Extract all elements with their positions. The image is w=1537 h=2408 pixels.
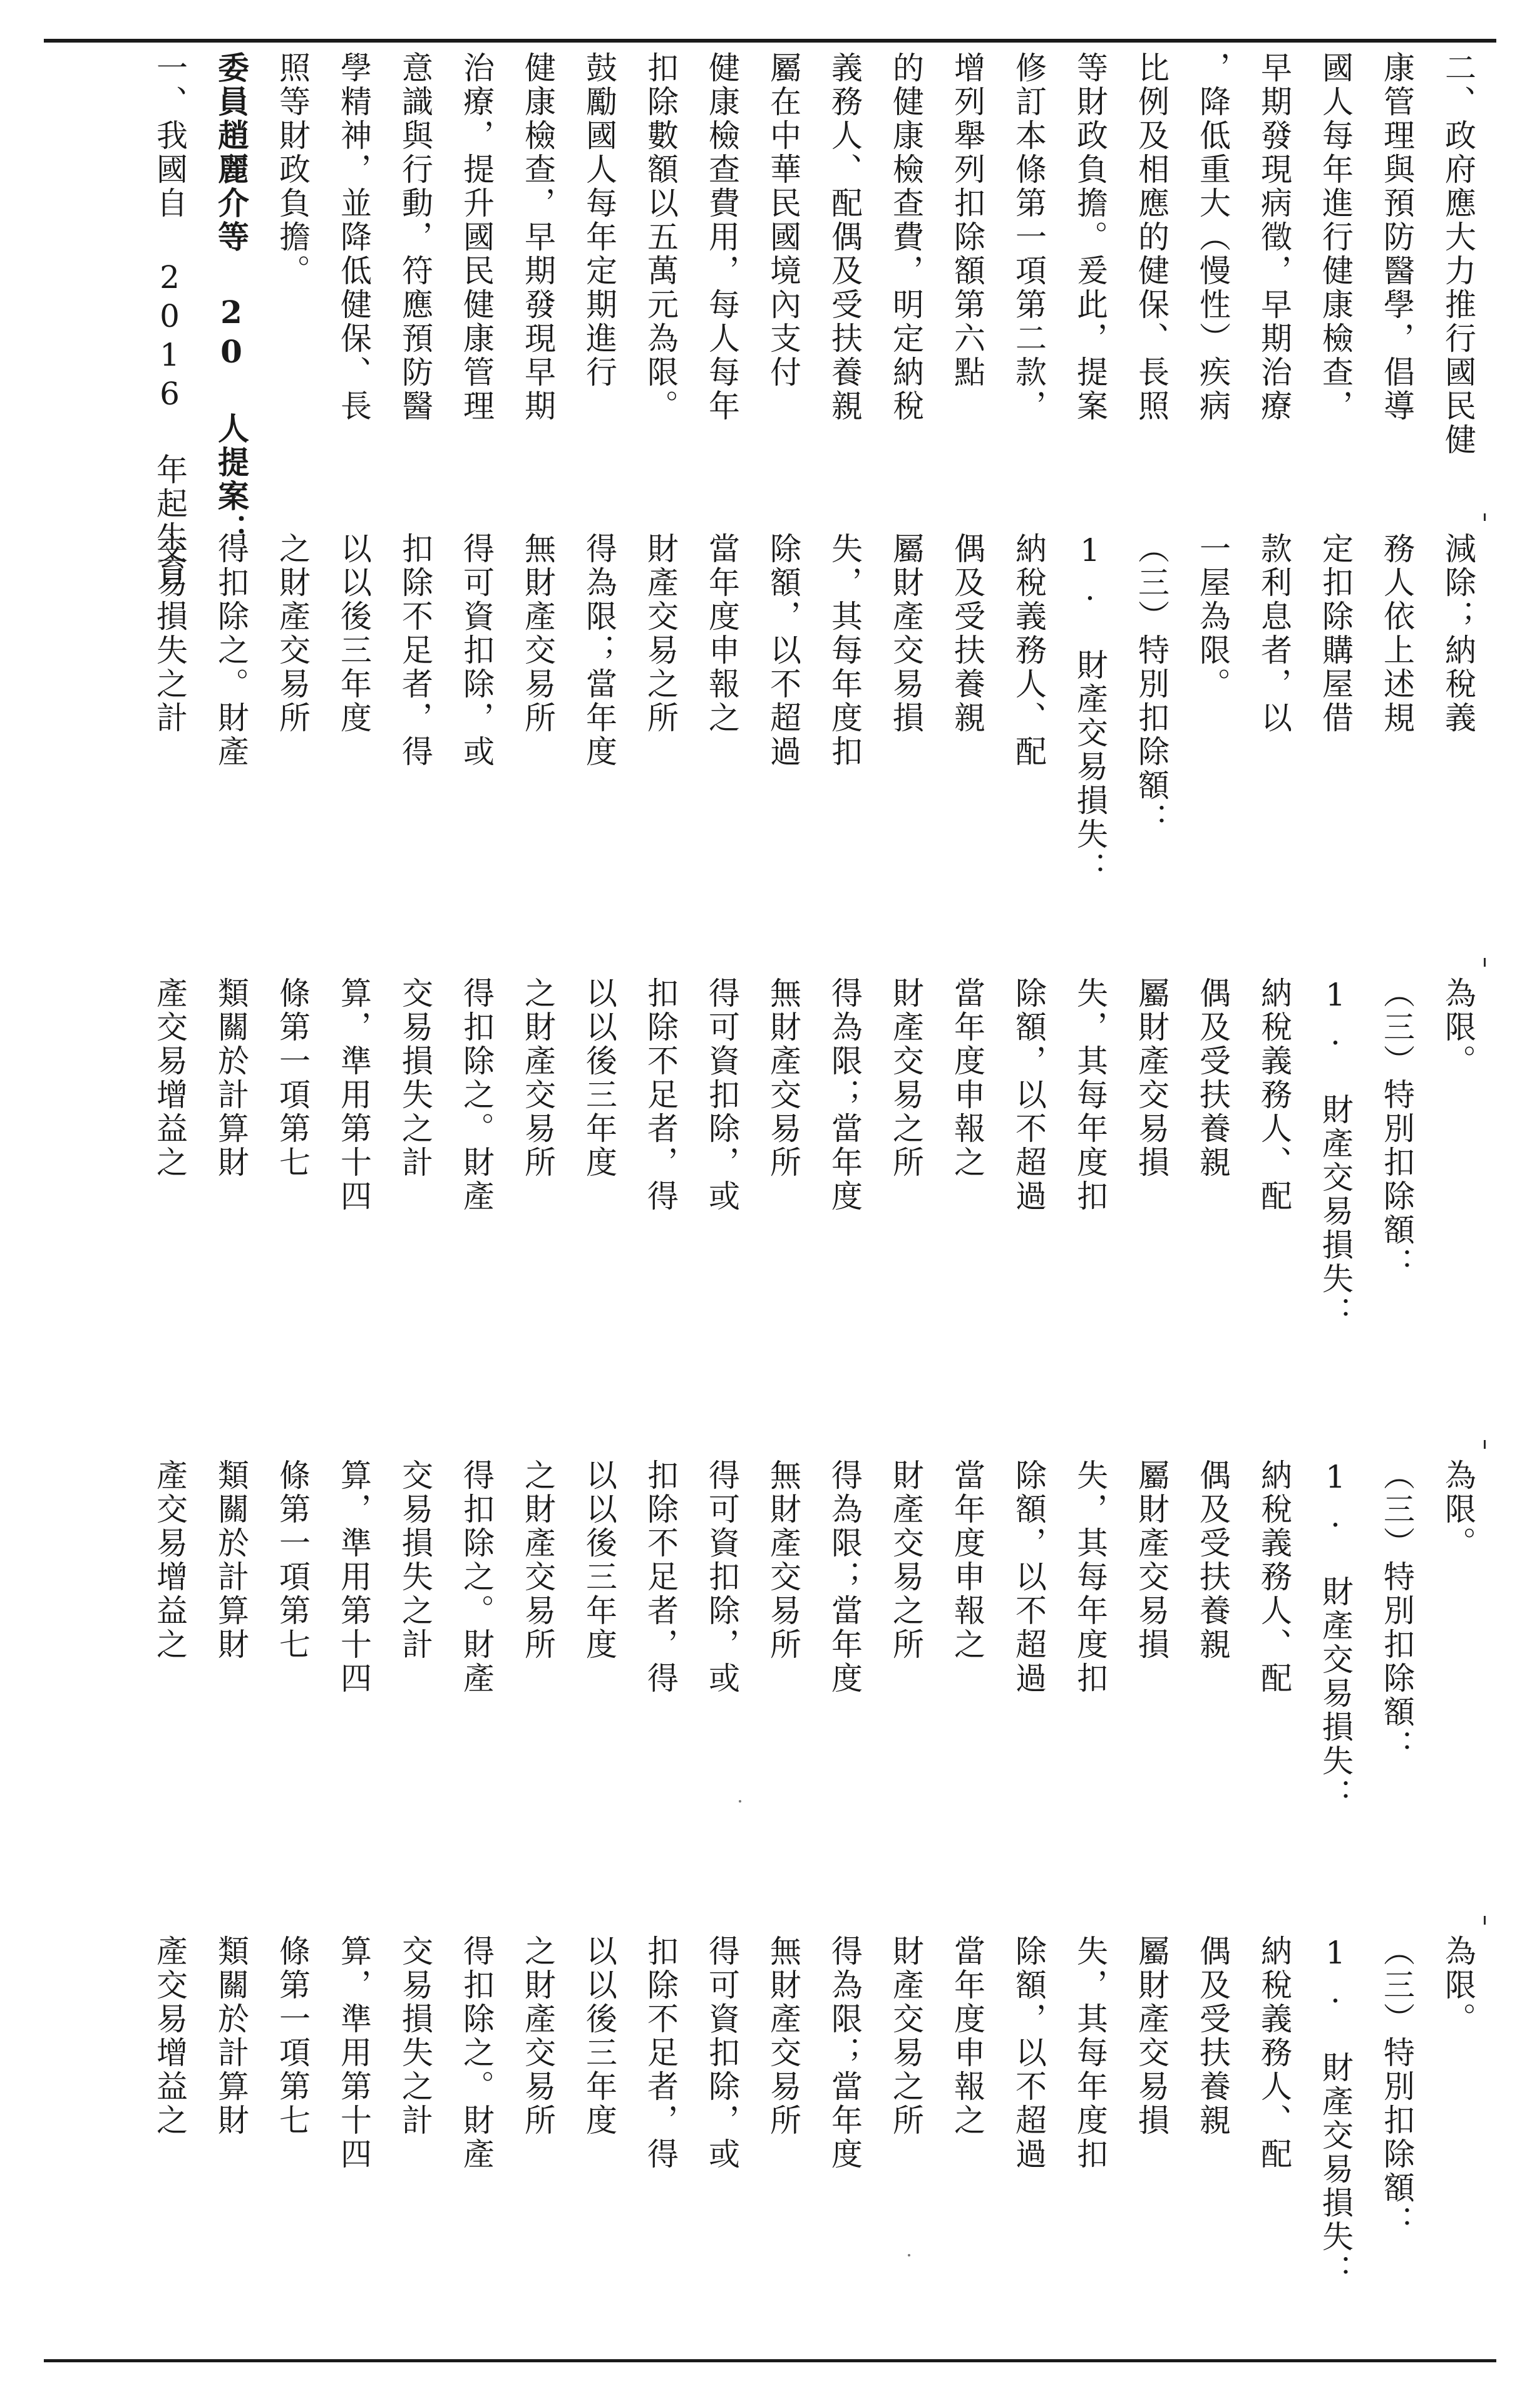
text-line: 之財產交易所 <box>274 532 311 735</box>
text-line: 得扣除之。財產 <box>458 977 495 1213</box>
text-line: 1. 財產交易損失： <box>1317 977 1354 1330</box>
text-line: 除額，以不超過 <box>1010 1935 1047 2171</box>
text-line: 當年度申報之 <box>949 1459 985 1662</box>
text-line: 得可資扣除，或 <box>704 1459 740 1695</box>
text-line: 以以後三年度 <box>581 1459 617 1662</box>
text-line: 產交易增益之 <box>152 1935 188 2138</box>
text-line: 財產交易之所 <box>888 1459 924 1662</box>
text-line: （三）特別扣除額： <box>1133 532 1169 836</box>
text-line: 無財產交易所 <box>765 977 801 1180</box>
text-line: 納稅義務人、配 <box>1010 532 1047 769</box>
text-line: 之財產交易所 <box>520 1459 556 1662</box>
text-line: 無財產交易所 <box>765 1459 801 1662</box>
text-line: 財產交易之所 <box>888 1935 924 2138</box>
amendment-text-band <box>49 977 1489 1465</box>
text-line: 財產交易之所 <box>642 532 679 735</box>
text-line: （三）特別扣除額： <box>1379 977 1415 1281</box>
text-line: 健康檢查，早期發現早期 <box>520 51 556 423</box>
text-line: 類關於計算財 <box>213 1459 249 1662</box>
text-line: 類關於計算財 <box>213 1935 249 2138</box>
amendment-text-band <box>49 1935 1489 2360</box>
text-line: 增列舉列扣除額第六點 <box>949 51 985 389</box>
text-line: 偶及受扶養親 <box>1195 1459 1231 1662</box>
text-line: 得為限；當年度 <box>826 1459 863 1695</box>
text-line: 算，準用第十四 <box>336 1459 372 1695</box>
text-line: 屬財產交易損 <box>1133 1935 1169 2138</box>
text-line: 一、我國自 2016 年起生育 <box>152 51 188 589</box>
text-line: 當年度申報之 <box>949 1935 985 2138</box>
text-line: 交易損失之計 <box>397 1459 433 1662</box>
text-line: 義務人、配偶及受扶養親 <box>826 51 863 423</box>
text-line: 扣除數額以五萬元為限。 <box>642 51 679 423</box>
text-line: 健康檢查費用，每人每年 <box>704 51 740 423</box>
text-line: 條第一項第七 <box>274 1459 311 1662</box>
text-line: 以以後三年度 <box>581 1935 617 2138</box>
text-line: 得扣除之。財產 <box>458 1459 495 1695</box>
text-line: 產交易增益之 <box>152 1459 188 1662</box>
current-law-text-band <box>49 532 1489 958</box>
text-line: 務人依上述規 <box>1379 532 1415 735</box>
text-line: 屬財產交易損 <box>888 532 924 735</box>
text-line: 之財產交易所 <box>520 1935 556 2138</box>
text-line: 扣除不足者，得 <box>642 977 679 1213</box>
text-line: 無財產交易所 <box>520 532 556 735</box>
text-line: 條第一項第七 <box>274 1935 311 2138</box>
text-line: 以以後三年度 <box>336 532 372 735</box>
text-line: 除額，以不超過 <box>1010 977 1047 1213</box>
proposer-heading: 委員趙麗介等 20 人提案： <box>213 51 250 547</box>
text-line: 得扣除之。財產 <box>458 1935 495 2171</box>
text-line: 意識與行動，符應預防醫 <box>397 51 433 423</box>
text-line: 屬財產交易損 <box>1133 1459 1169 1662</box>
text-line: 偶及受扶養親 <box>1195 1935 1231 2138</box>
text-line: 定扣除購屋借 <box>1317 532 1354 735</box>
text-line: 當年度申報之 <box>704 532 740 735</box>
text-line: （三）特別扣除額： <box>1379 1935 1415 2239</box>
text-line: 失，其每年度扣 <box>1072 1935 1108 2171</box>
text-line: 無財產交易所 <box>765 1935 801 2138</box>
text-line: 偶及受扶養親 <box>949 532 985 735</box>
text-line: 交易損失之計 <box>397 977 433 1180</box>
text-line: 的健康檢查費，明定納稅 <box>888 51 924 423</box>
text-line: 得可資扣除，或 <box>704 1935 740 2171</box>
text-line: 類關於計算財 <box>213 977 249 1180</box>
text-line: 納稅義務人、配 <box>1256 977 1292 1213</box>
text-line: 扣除不足者，得 <box>642 1935 679 2171</box>
text-line: 治療，提升國民健康管理 <box>458 51 495 423</box>
top-border-rule <box>44 39 1496 43</box>
band-divider <box>1484 958 1486 967</box>
amendment-text-band <box>49 1459 1489 1941</box>
text-line: 偶及受扶養親 <box>1195 977 1231 1180</box>
text-line: 1. 財產交易損失： <box>1317 1459 1354 1812</box>
text-line: 失，其每年度扣 <box>1072 1459 1108 1695</box>
text-line: 為限。 <box>1440 1935 1476 2036</box>
band-divider <box>1484 513 1486 521</box>
text-line: 財產交易之所 <box>888 977 924 1180</box>
text-line: 得為限；當年度 <box>826 977 863 1213</box>
text-line: 款利息者，以 <box>1256 532 1292 735</box>
text-line: 算，準用第十四 <box>336 1935 372 2171</box>
text-line: 照等財政負擔。 <box>274 51 311 288</box>
text-line: 為限。 <box>1440 1459 1476 1560</box>
reason-text-band <box>49 51 1489 589</box>
text-line: 一屋為限。 <box>1195 532 1231 701</box>
text-line: 失，其每年度扣 <box>826 532 863 769</box>
text-line: 1. 財產交易損失： <box>1317 1935 1354 2288</box>
text-line: 之財產交易所 <box>520 977 556 1180</box>
text-line: 康管理與預防醫學，倡導 <box>1379 51 1415 423</box>
text-line: 以以後三年度 <box>581 977 617 1180</box>
text-line: 二、政府應大力推行國民健 <box>1440 51 1476 457</box>
text-line: 等財政負擔。爰此，提案 <box>1072 51 1108 423</box>
text-line: 為限。 <box>1440 977 1476 1078</box>
text-line: 當年度申報之 <box>949 977 985 1180</box>
text-line: 1. 財產交易損失： <box>1072 532 1108 885</box>
text-line: 條第一項第七 <box>274 977 311 1180</box>
text-line: 交易損失之計 <box>152 532 188 735</box>
text-line: 除額，以不超過 <box>765 532 801 769</box>
text-line: 鼓勵國人每年定期進行 <box>581 51 617 389</box>
text-line: 得為限；當年度 <box>581 532 617 769</box>
text-line: 國人每年進行健康檢查， <box>1317 51 1354 423</box>
text-line: （三）特別扣除額： <box>1379 1459 1415 1763</box>
text-line: 交易損失之計 <box>397 1935 433 2138</box>
text-line: 得為限；當年度 <box>826 1935 863 2171</box>
text-line: ，降低重大（慢性）疾病 <box>1195 51 1231 423</box>
text-line: 納稅義務人、配 <box>1256 1459 1292 1695</box>
text-line: 得可資扣除，或 <box>458 532 495 769</box>
text-line: 屬在中華民國境內支付 <box>765 51 801 389</box>
text-line: 比例及相應的健保、長照 <box>1133 51 1169 423</box>
text-line: 得可資扣除，或 <box>704 977 740 1213</box>
text-line: 屬財產交易損 <box>1133 977 1169 1180</box>
text-line: 修訂本條第一項第二款， <box>1010 51 1047 423</box>
text-line: 學精神，並降低健保、長 <box>336 51 372 423</box>
text-line: 扣除不足者，得 <box>642 1459 679 1695</box>
text-line: 算，準用第十四 <box>336 977 372 1213</box>
text-line: 失，其每年度扣 <box>1072 977 1108 1213</box>
text-line: 納稅義務人、配 <box>1256 1935 1292 2171</box>
text-line: 減除；納稅義 <box>1440 532 1476 735</box>
text-line: 除額，以不超過 <box>1010 1459 1047 1695</box>
text-line: 早期發現病徵，早期治療 <box>1256 51 1292 423</box>
text-line: 扣除不足者，得 <box>397 532 433 769</box>
text-line: 得扣除之。財產 <box>213 532 249 769</box>
text-line: 產交易增益之 <box>152 977 188 1180</box>
